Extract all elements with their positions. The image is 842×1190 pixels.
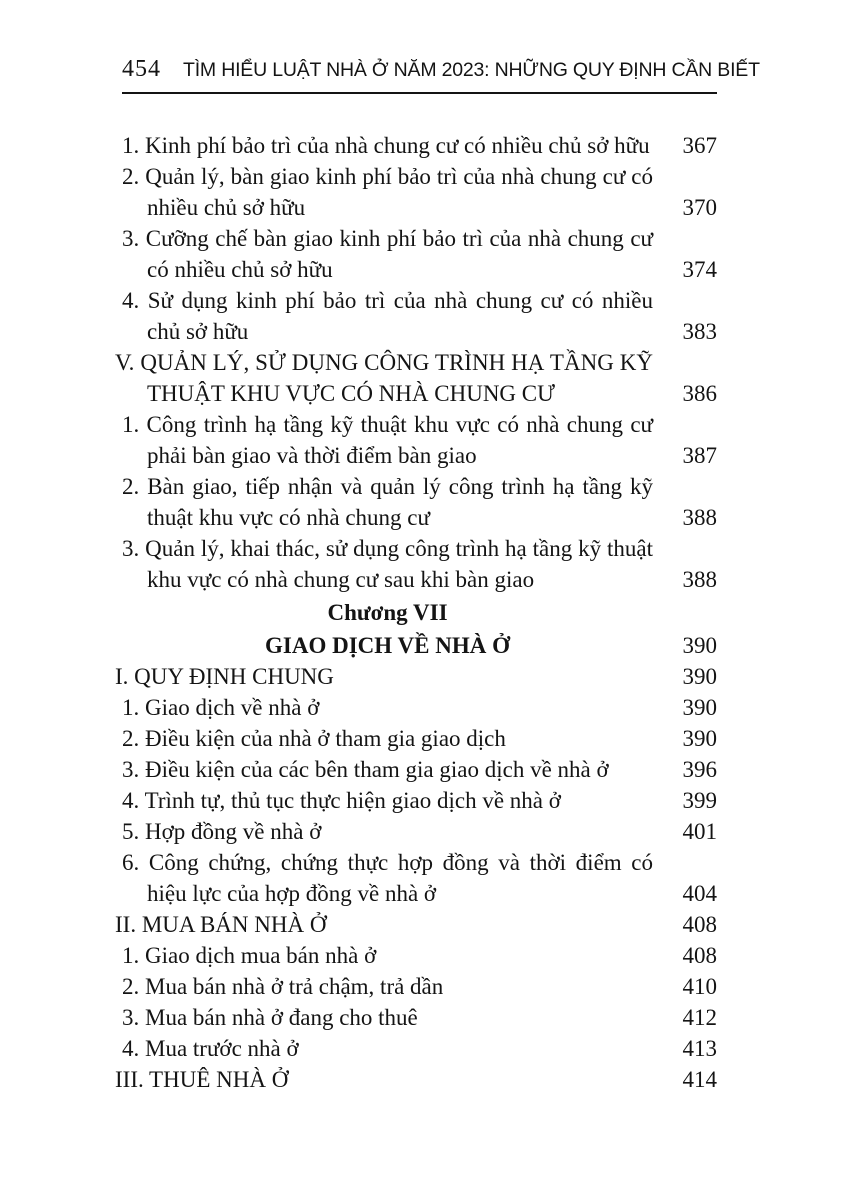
header-rule [122,92,717,94]
toc-entry [115,1064,717,1095]
page-number: 454 [122,56,161,82]
toc-entry [122,692,717,723]
toc-entry-title: III. THUÊ NHÀ Ở [115,1067,289,1092]
toc-entry [122,285,717,347]
toc-entry-title: 3. Cưỡng chế bàn giao kinh phí bảo trì của nhà chung cư có nhiều chủ sở hữu [122,226,653,282]
toc-entry [115,909,717,940]
toc-entry [122,1033,717,1064]
toc-entry-title: 1. Công trình hạ tầng kỹ thuật khu vực có nhà chung cư phải bàn giao và thời điểm bàn giao [122,412,653,468]
toc-entry [122,1002,717,1033]
toc-entry-title: II. MUA BÁN NHÀ Ở [115,912,327,937]
toc-entry-page: 370 [682,195,717,220]
toc-entry-page: 386 [682,381,717,406]
toc-entry-page: 404 [682,881,717,906]
toc-entry [122,597,717,628]
toc-entry-page: 390 [682,695,717,720]
toc-entry [122,630,717,661]
toc-entry-page: 413 [682,1036,717,1061]
toc-entry [122,816,717,847]
toc-entry [122,785,717,816]
toc-entry [122,940,717,971]
toc-entry-title: 4. Sử dụng kinh phí bảo trì của nhà chung cư có nhiều chủ sở hữu [122,288,653,344]
toc-entry-page: 387 [682,443,717,468]
toc-entry [122,533,717,595]
toc-entry-title: 1. Giao dịch mua bán nhà ở [122,943,377,968]
toc-entry-title: 4. Trình tự, thủ tục thực hiện giao dịch về nhà ở [122,788,561,813]
toc-entry [115,347,717,409]
toc-entry [122,471,717,533]
toc-entry [122,971,717,1002]
toc-entry-title: 2. Quản lý, bàn giao kinh phí bảo trì của nhà chung cư có nhiều chủ sở hữu [122,164,653,220]
toc-entry-title: 3. Mua bán nhà ở đang cho thuê [122,1005,418,1030]
toc-entry-page: 414 [682,1067,717,1092]
toc-entry-page: 401 [682,819,717,844]
toc-entry-title: I. QUY ĐỊNH CHUNG [115,664,334,689]
toc-entry [122,161,717,223]
toc-entry-title: GIAO DỊCH VỀ NHÀ Ở [265,633,510,658]
toc-entry-title: 3. Điều kiện của các bên tham gia giao dịch về nhà ở [122,757,609,782]
toc-entry-title: V. QUẢN LÝ, SỬ DỤNG CÔNG TRÌNH HẠ TẦNG KỸ THUẬT KHU VỰC CÓ NHÀ CHUNG CƯ [115,350,653,406]
toc-entry-title: 5. Hợp đồng về nhà ở [122,819,322,844]
toc-entry [122,409,717,471]
toc-entry-page: 383 [682,319,717,344]
toc-entry-page: 388 [682,567,717,592]
toc-entry-page: 388 [682,505,717,530]
toc-entry-title: 6. Công chứng, chứng thực hợp đồng và thời điểm có hiệu lực của hợp đồng về nhà ở [122,850,653,906]
toc-entry [115,661,717,692]
toc-entry-page: 367 [682,133,717,158]
toc-entry-page: 408 [682,943,717,968]
toc-entry-page: 390 [682,664,717,689]
toc-entry [122,754,717,785]
toc-entry-page: 390 [682,633,717,658]
toc-entry-page: 396 [682,757,717,782]
toc-entry-page: 390 [682,726,717,751]
toc-entry [122,847,717,909]
toc-entry-title: 1. Giao dịch về nhà ở [122,695,320,720]
toc-entry [122,223,717,285]
toc-entry-title: Chương VII [327,600,448,625]
toc-entry-title: 3. Quản lý, khai thác, sử dụng công trình hạ tầng kỹ thuật khu vực có nhà chung cư sau khi bàn giao [122,536,653,592]
table-of-contents [115,130,717,1095]
toc-entry-page: 410 [682,974,717,999]
toc-entry [122,723,717,754]
toc-entry-title: 2. Bàn giao, tiếp nhận và quản lý công trình hạ tầng kỹ thuật khu vực có nhà chung cư [122,474,653,530]
toc-entry-title: 1. Kinh phí bảo trì của nhà chung cư có nhiều chủ sở hữu [122,133,650,158]
toc-entry-page: 374 [682,257,717,282]
toc-entry-page: 399 [682,788,717,813]
toc-entry-page: 412 [682,1005,717,1030]
toc-entry-title: 2. Điều kiện của nhà ở tham gia giao dịch [122,726,506,751]
toc-entry-page: 408 [682,912,717,937]
toc-entry-title: 4. Mua trước nhà ở [122,1036,299,1061]
running-title: TÌM HIỂU LUẬT NHÀ Ở NĂM 2023: NHỮNG QUY ĐỊNH CẦN BIẾT [183,59,760,81]
page-header [122,56,760,83]
toc-entry [122,130,717,161]
toc-entry-title: 2. Mua bán nhà ở trả chậm, trả dần [122,974,444,999]
